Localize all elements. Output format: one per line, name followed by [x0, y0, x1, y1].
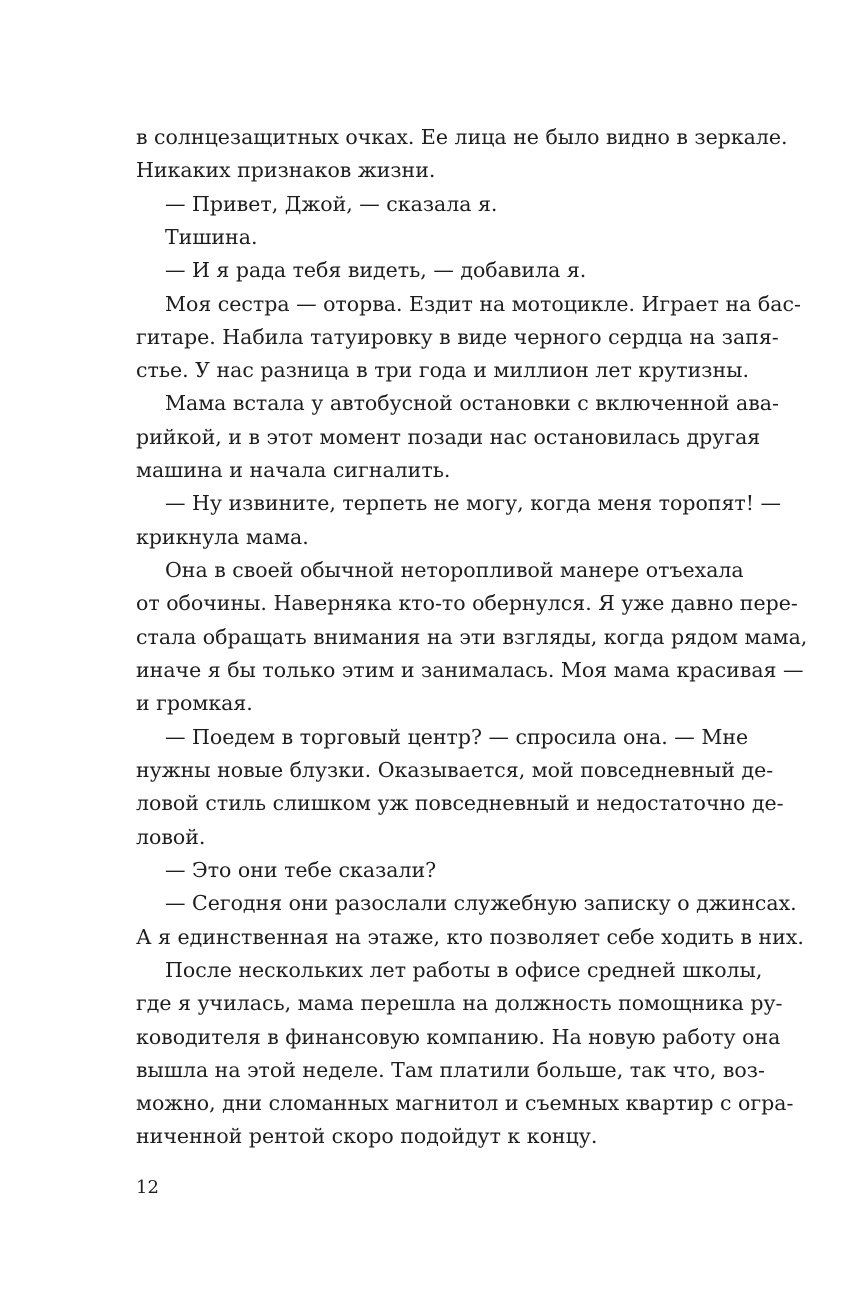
- text-line: Мама встала у автобусной остановки с включенной ава-: [165, 391, 779, 415]
- text-line: А я единственная на этаже, кто позволяет себе ходить в них.: [136, 925, 804, 949]
- text-line: от обочины. Наверняка кто-то обернулся. Я уже давно пере-: [136, 591, 798, 615]
- text-line: иначе я бы только этим и занималась. Моя мама красивая —: [136, 658, 804, 682]
- text-line: в солнцезащитных очках. Ее лица не было видно в зеркале.: [136, 125, 788, 149]
- text-line: машина и начала сигналить.: [136, 458, 451, 482]
- page-number: 12: [136, 1177, 159, 1198]
- text-line: Она в своей обычной неторопливой манере отъехала: [165, 558, 744, 582]
- text-line: ловой стиль слишком уж повседневный и недостаточно де-: [136, 791, 784, 815]
- text-line: стала обращать внимания на эти взгляды, когда рядом мама,: [136, 625, 808, 649]
- text-line: нужны новые блузки. Оказывается, мой повседневный де-: [136, 758, 774, 782]
- text-line: вышла на этой неделе. Там платили больше, так что, воз-: [136, 1058, 765, 1082]
- text-line: ниченной рентой скоро подойдут к концу.: [136, 1124, 598, 1148]
- text-line: — Ну извините, терпеть не могу, когда меня торопят! —: [165, 491, 781, 515]
- text-line: После нескольких лет работы в офисе средней школы,: [165, 958, 763, 982]
- text-line: ловой.: [136, 825, 206, 849]
- text-line: где я училась, мама перешла на должность помощника ру-: [136, 991, 783, 1015]
- text-line: рийкой, и в этот момент позади нас остановилась другая: [136, 425, 761, 449]
- text-line: можно, дни сломанных магнитол и съемных квартир с огра-: [136, 1091, 794, 1115]
- text-line: и громкая.: [136, 691, 253, 715]
- text-line: — Поедем в торговый центр? — спросила она. — Мне: [165, 725, 749, 749]
- text-line: — Сегодня они разослали служебную записку о джинсах.: [165, 891, 797, 915]
- text-line: крикнула мама.: [136, 525, 309, 549]
- text-line: гитаре. Набила татуировку в виде черного сердца на запя-: [136, 325, 779, 349]
- text-line: стье. У нас разница в три года и миллион лет крутизны.: [136, 358, 749, 382]
- text-line: — Это они тебе сказали?: [165, 858, 437, 882]
- text-line: ководителя в финансовую компанию. На новую работу она: [136, 1025, 781, 1049]
- text-line: — И я рада тебя видеть, — добавила я.: [165, 258, 587, 282]
- text-line: Никаких признаков жизни.: [136, 158, 436, 182]
- text-line: Тишина.: [165, 225, 258, 249]
- text-line: — Привет, Джой, — сказала я.: [165, 192, 498, 216]
- text-line: Моя сестра — оторва. Ездит на мотоцикле. Играет на бас-: [165, 292, 801, 316]
